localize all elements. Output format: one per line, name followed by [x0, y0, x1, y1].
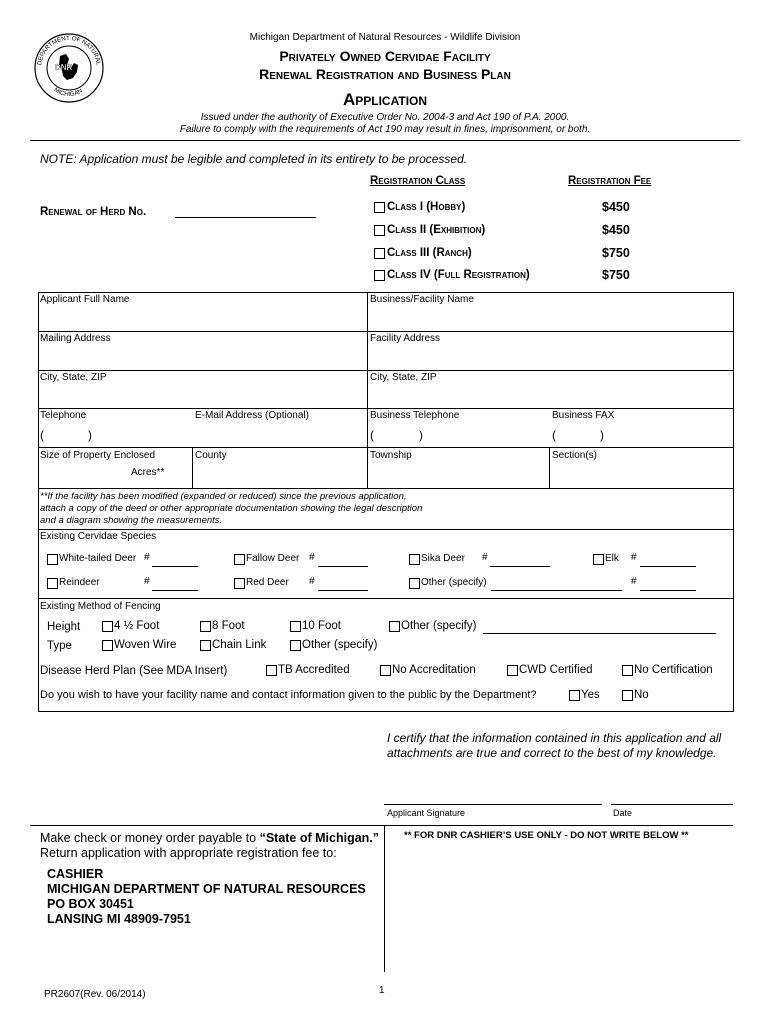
red-deer-hash: #	[309, 576, 315, 587]
business-fax-paren-open: (	[552, 428, 556, 442]
page-number: 1	[379, 985, 385, 996]
tb-accredited-checkbox[interactable]	[266, 665, 277, 676]
col-divider	[192, 447, 193, 488]
reindeer-label: Reindeer	[59, 577, 100, 588]
address-line-1: CASHIER	[47, 867, 104, 881]
row-divider	[38, 488, 734, 489]
facility-address-field[interactable]: Facility Address	[370, 333, 441, 344]
mailing-address-field[interactable]: Mailing Address	[40, 333, 111, 344]
cwd-certified-label: CWD Certified	[519, 664, 593, 676]
modified-note-2: attach a copy of the deed or other appropriate documentation showing the legal description	[40, 503, 423, 514]
business-fax-field[interactable]: Business FAX	[552, 410, 615, 421]
fence-height-other-label: Other (specify)	[401, 620, 477, 632]
public-no-label: No	[634, 689, 649, 701]
fence-10-foot-label: 10 Foot	[302, 620, 341, 632]
class-4-checkbox[interactable]	[374, 270, 385, 281]
agency-line: Michigan Department of Natural Resources - Wildlife Division	[249, 32, 521, 43]
warning-line: Failure to comply with the requirements of Act 190 may result in fines, imprisonment, or both.	[179, 124, 591, 135]
other-species-checkbox[interactable]	[409, 578, 420, 589]
row-divider	[38, 598, 734, 599]
property-size-field[interactable]: Size of Property Enclosed	[40, 450, 156, 461]
elk-hash: #	[631, 552, 637, 563]
date-label: Date	[613, 808, 633, 818]
fence-8-foot-label: 8 Foot	[212, 620, 245, 632]
fallow-deer-checkbox[interactable]	[234, 554, 245, 565]
no-certification-checkbox[interactable]	[622, 665, 633, 676]
class-3-label: Class III (Ranch)	[387, 247, 472, 259]
address-line-3: PO BOX 30451	[47, 897, 134, 911]
row-divider	[38, 370, 734, 371]
business-telephone-paren-open: (	[370, 428, 374, 442]
reindeer-count-input[interactable]	[152, 590, 198, 591]
title-line-2: Renewal Registration and Business Plan	[259, 66, 511, 82]
modified-note-3: and a diagram showing the measurements.	[40, 515, 223, 526]
form-number: PR2607(Rev. 06/2014)	[44, 989, 146, 1000]
class-1-label: Class I (Hobby)	[387, 201, 466, 213]
elk-count-input[interactable]	[640, 566, 696, 567]
telephone-paren-open: (	[40, 428, 44, 442]
white-tailed-deer-count-input[interactable]	[152, 566, 198, 567]
business-name-field[interactable]: Business/Facility Name	[370, 294, 474, 305]
return-line: Return application with appropriate registration fee to:	[40, 846, 337, 860]
class-2-checkbox[interactable]	[374, 225, 385, 236]
registration-class-header: Registration Class	[370, 175, 466, 187]
signature-line[interactable]	[384, 804, 602, 805]
acres-label: Acres**	[131, 467, 165, 478]
address-line-4: LANSING MI 48909-7951	[47, 912, 191, 926]
fallow-deer-label: Fallow Deer	[246, 553, 300, 564]
class-2-fee: $450	[602, 223, 630, 237]
row-divider	[38, 529, 734, 530]
reindeer-hash: #	[144, 576, 150, 587]
fence-chain-link-label: Chain Link	[212, 639, 267, 651]
white-tailed-deer-hash: #	[144, 552, 150, 563]
class-1-checkbox[interactable]	[374, 202, 385, 213]
cashier-notice: ** FOR DNR CASHIER’S USE ONLY - DO NOT WRITE BELOW **	[404, 830, 689, 841]
note-text: NOTE: Application must be legible and completed in its entirety to be processed.	[40, 152, 468, 166]
row-divider	[38, 331, 734, 332]
no-certification-label: No Certification	[634, 664, 713, 676]
row-divider	[38, 447, 734, 448]
white-tailed-deer-checkbox[interactable]	[47, 554, 58, 565]
fence-type-other-label: Other (specify)	[302, 639, 378, 651]
class-2-label: Class II (Exhibition)	[387, 224, 486, 236]
no-accreditation-checkbox[interactable]	[380, 665, 391, 676]
date-line[interactable]	[611, 804, 733, 805]
reindeer-checkbox[interactable]	[47, 578, 58, 589]
business-telephone-field[interactable]: Business Telephone	[370, 410, 460, 421]
renewal-herd-input[interactable]	[175, 217, 316, 218]
certify-line-1: I certify that the information contained in this application and all	[387, 731, 722, 745]
class-4-fee: $750	[602, 268, 630, 282]
class-3-fee: $750	[602, 246, 630, 260]
sika-deer-count-input[interactable]	[490, 566, 550, 567]
title-line-1: Privately Owned Cervidae Facility	[279, 48, 491, 64]
fence-woven-wire-checkbox[interactable]	[102, 640, 113, 651]
row-divider	[38, 408, 734, 409]
red-deer-count-input[interactable]	[318, 590, 368, 591]
public-no-checkbox[interactable]	[622, 690, 633, 701]
public-yes-label: Yes	[581, 689, 600, 701]
certify-line-2: attachments are true and correct to the best of my knowledge.	[387, 746, 717, 760]
fence-height-other-input[interactable]	[483, 633, 716, 634]
public-info-question: Do you wish to have your facility name and contact information given to the public by the Department?	[40, 689, 537, 701]
cwd-certified-checkbox[interactable]	[507, 665, 518, 676]
fallow-deer-hash: #	[309, 552, 315, 563]
title-line-3: Application	[342, 90, 428, 109]
payment-top-rule	[30, 825, 386, 826]
fence-height-label: Height	[47, 621, 81, 633]
public-yes-checkbox[interactable]	[569, 690, 580, 701]
fence-type-label: Type	[47, 640, 72, 652]
other-species-specify-input[interactable]	[491, 590, 622, 591]
city-state-zip-field[interactable]: City, State, ZIP	[40, 372, 107, 383]
fence-4-5-foot-label: 4 ½ Foot	[114, 620, 160, 632]
class-4-label: Class IV (Full Registration)	[387, 269, 530, 281]
sika-deer-label: Sika Deer	[421, 553, 465, 564]
business-telephone-paren-close: )	[419, 428, 423, 442]
red-deer-checkbox[interactable]	[234, 578, 245, 589]
payable-state: “State of Michigan.”	[259, 831, 380, 845]
elk-checkbox[interactable]	[593, 554, 604, 565]
fence-4-5-foot-checkbox[interactable]	[102, 621, 113, 632]
fencing-label: Existing Method of Fencing	[40, 601, 161, 612]
business-fax-paren-close: )	[600, 428, 604, 442]
cashier-left-rule	[384, 825, 385, 972]
class-3-checkbox[interactable]	[374, 248, 385, 259]
address-line-2: MICHIGAN DEPARTMENT OF NATURAL RESOURCES	[47, 882, 366, 896]
class-1-fee: $450	[602, 200, 630, 214]
authority-line: Issued under the authority of Executive Order No. 2004-3 and Act 190 of P.A. 2000.	[200, 112, 570, 123]
sika-deer-hash: #	[482, 552, 488, 563]
tb-accredited-label: TB Accredited	[278, 664, 350, 676]
township-field[interactable]: Township	[370, 450, 412, 461]
other-species-hash: #	[631, 576, 637, 587]
seal-center-text: DNR	[55, 63, 73, 72]
fence-8-foot-checkbox[interactable]	[200, 621, 211, 632]
applicant-name-field[interactable]: Applicant Full Name	[40, 294, 130, 305]
county-field[interactable]: County	[195, 450, 227, 461]
white-tailed-deer-label: White-tailed Deer	[59, 553, 137, 564]
telephone-field[interactable]: Telephone	[40, 410, 87, 421]
renewal-herd-label: Renewal of Herd No.	[40, 206, 147, 218]
fence-woven-wire-label: Woven Wire	[114, 639, 177, 651]
col-divider	[367, 292, 368, 488]
red-deer-label: Red Deer	[246, 577, 289, 588]
cashier-top-rule	[384, 825, 733, 826]
col-divider	[549, 447, 550, 488]
seal-bottom-text: MICHIGAN	[52, 86, 84, 99]
telephone-paren-close: )	[88, 428, 92, 442]
signature-label: Applicant Signature	[387, 808, 466, 818]
payable-text: Make check or money order payable to	[40, 831, 260, 845]
fence-10-foot-checkbox[interactable]	[290, 621, 301, 632]
registration-fee-header: Registration Fee	[568, 175, 652, 187]
fence-type-other-checkbox[interactable]	[290, 640, 301, 651]
other-species-count-input[interactable]	[640, 590, 696, 591]
no-accreditation-label: No Accreditation	[392, 664, 476, 676]
header-rule	[30, 140, 740, 141]
fence-height-other-checkbox[interactable]	[389, 621, 400, 632]
disease-plan-label: Disease Herd Plan (See MDA Insert)	[40, 665, 228, 677]
sections-field[interactable]: Section(s)	[552, 450, 598, 461]
fallow-deer-count-input[interactable]	[318, 566, 368, 567]
species-label: Existing Cervidae Species	[40, 531, 157, 542]
payable-line	[40, 831, 379, 845]
seal-top-text: DEPARTMENT OF NATURAL	[36, 34, 102, 66]
fence-chain-link-checkbox[interactable]	[200, 640, 211, 651]
modified-note-1: **If the facility has been modified (expanded or reduced) since the previous application,	[40, 491, 407, 502]
sika-deer-checkbox[interactable]	[409, 554, 420, 565]
elk-label: Elk	[605, 553, 619, 564]
facility-city-state-zip-field[interactable]: City, State, ZIP	[370, 372, 437, 383]
other-species-label: Other (specify)	[421, 577, 487, 588]
email-field[interactable]: E-Mail Address (Optional)	[195, 410, 309, 421]
